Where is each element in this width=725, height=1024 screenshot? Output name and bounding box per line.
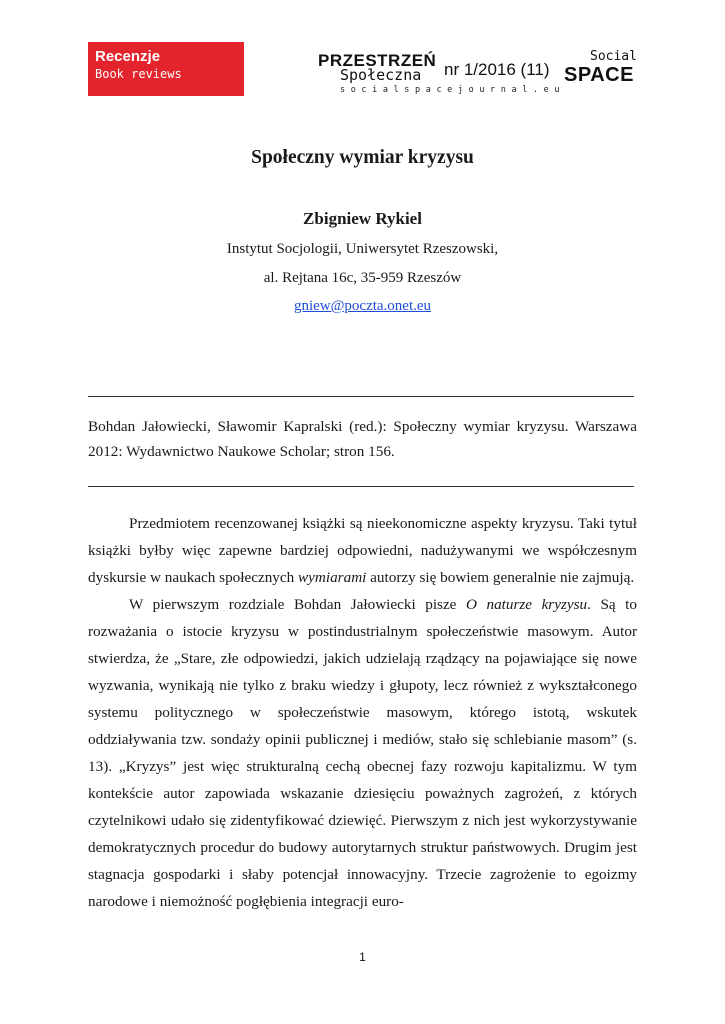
author-email-link[interactable]: gniew@poczta.onet.eu [293,298,432,314]
section-label-pl: Recenzje [95,48,161,65]
journal-title: PRZESTRZEŃ [318,51,437,70]
section-badge [88,42,244,96]
review-body [88,510,637,915]
article-title: Społeczny wymiar kryzysu [251,147,474,168]
page-number: 1 [359,950,366,964]
email-link-wrapper [88,296,637,316]
paragraph-1: Przedmiotem recenzowanej książki są nieekonomiczne aspekty kryzysu. Taki tytuł książki byłby więc zapewne bardziej odpowiedni, nadużywanymi we współczesnym dyskursie w naukach społecznych wymiarami autorzy się bowiem generalnie nie zajmują. [88,515,637,586]
affiliation-line-1: Instytut Socjologii, Uniwersytet Rzeszowski, [226,241,499,257]
journal-logo [318,49,638,98]
issue-number: nr 1/2016 (11) [444,60,550,79]
divider-top [88,396,634,397]
italic-term: wymiarami [298,569,367,586]
italic-chapter-title: O naturze kryzysu [465,596,588,613]
author-name: Zbigniew Rykiel [303,209,422,228]
space-label: SPACE [564,64,634,86]
affiliation-line-2: al. Rejtana 16c, 35-959 Rzeszów [263,270,462,286]
divider-bottom [88,486,634,487]
social-label: Social [590,49,637,64]
paragraph-2: W pierwszym rozdziale Bohdan Jałowiecki pisze O naturze kryzysu. Są to rozważania o istocie kryzysu w postindustrialnym społeczeństwie masowym. Autor stwierdza, że „Stare, złe odpowiedzi, jakich udzielają rządzący na pojawiające się nowe wyzwania, wynikają nie tylko z braku wiedzy i głupoty, lecz również z wykształconego systemu politycznego w społeczeństwie masowym, którego istotą, wskutek oddziaływania tzw. sondaży opinii publicznej i mediów, stało się schlebianie masom” (s. 13). „Kryzys” jest więc strukturalną cechą obecnej fazy rozwoju kapitalizmu. W tym kontekście autor zapowiada wskazanie dziesięciu poważnych zagrożeń, z których czytelnikowi udało się zidentyfikować dziewięć. Pierwszym z nich jest wykorzystywanie demokratycznych procedur do budowy autorytarnych struktur państwowych. Drugim jest stagnacja gospodarki i słaby potencjał innowacyjny. Trzecie zagrożenie to egoizmy narodowe i niemożność pogłębienia integracji euro- [88,596,637,910]
section-label-en: Book reviews [95,67,182,81]
book-citation: Bohdan Jałowiecki, Sławomir Kapralski (red.): Społeczny wymiar kryzysu. Warszawa 2012: Wydawnictwo Naukowe Scholar; stron 156. [88,418,637,460]
journal-url: socialspacejournal.eu [340,85,566,95]
journal-subtitle: Społeczna [340,66,422,84]
